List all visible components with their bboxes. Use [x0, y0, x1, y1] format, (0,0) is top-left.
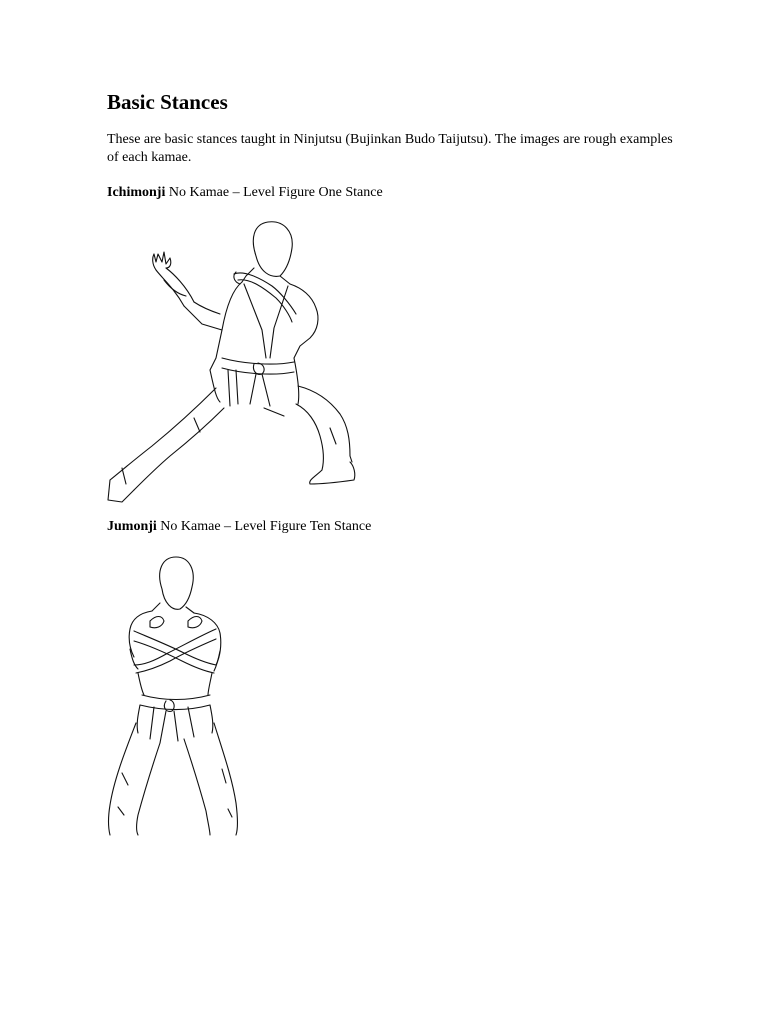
stance-name: Jumonji	[107, 519, 157, 534]
stance-description: No Kamae – Level Figure Ten Stance	[156, 519, 372, 534]
stance-description: No Kamae – Level Figure One Stance	[165, 185, 383, 200]
intro-paragraph: These are basic stances taught in Ninjutsu (Bujinkan Budo Taijutsu). The images are rough examples of each kamae.	[107, 132, 673, 165]
page-title: Basic Stances	[107, 90, 228, 114]
ichimonji-stance-drawing	[104, 218, 360, 504]
stance-caption-ichimonji	[107, 184, 383, 202]
jumonji-stance-drawing	[104, 553, 244, 838]
stance-name: Ichimonji	[107, 185, 166, 200]
stance-caption-jumonji	[107, 518, 371, 536]
